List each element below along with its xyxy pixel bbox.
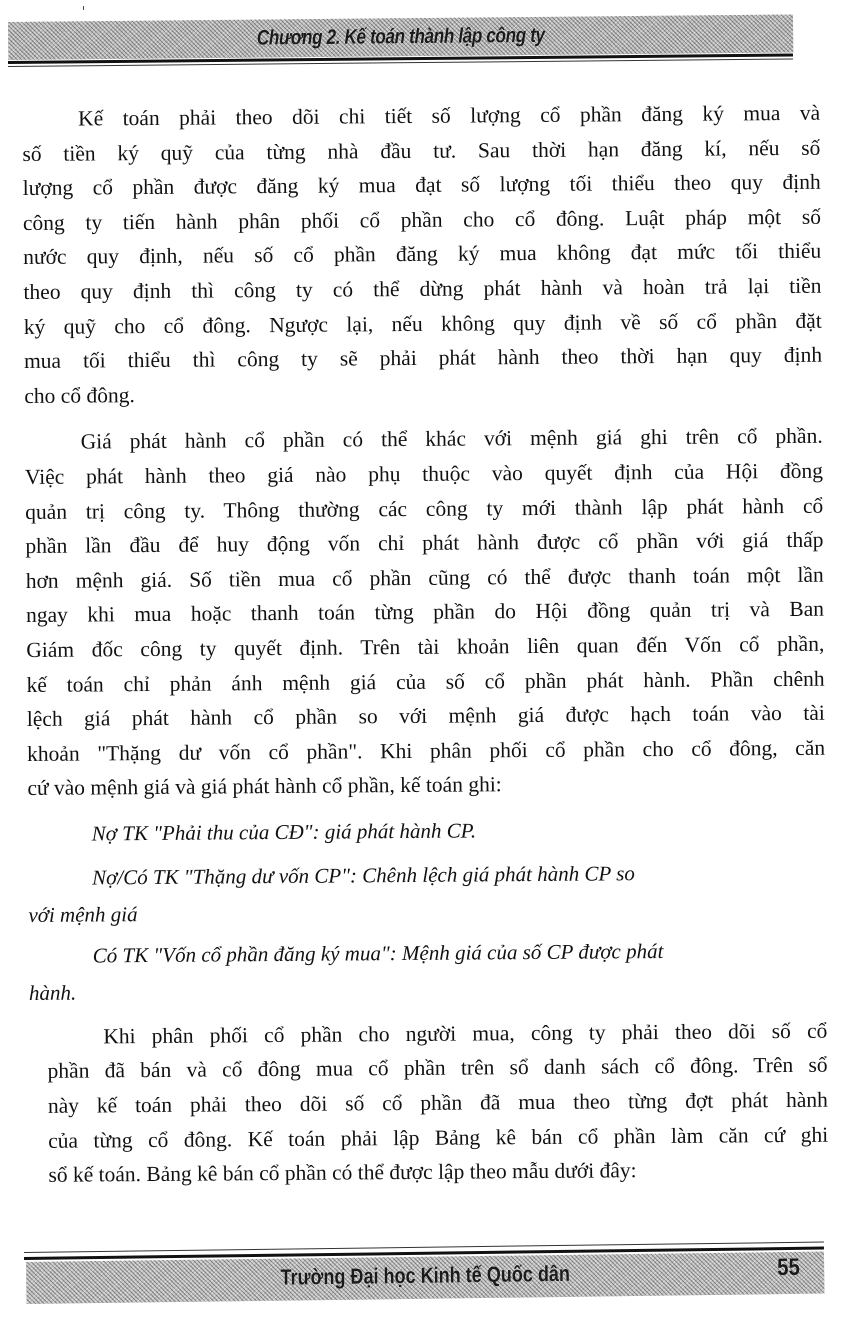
text-line: Giá phát hành cổ phần có thể khác với mệnh giá ghi trên cổ phần. <box>80 424 823 454</box>
footer-institution: Trường Đại học Kinh tế Quốc dân <box>280 1260 571 1290</box>
text-line: phần đã bán và cổ đông mua cổ phần trên sổ danh sách cổ đông. Trên sổ <box>47 1053 828 1084</box>
text-line: cứ vào mệnh giá và giá phát hành cổ phần, kế toán ghi: <box>27 772 502 801</box>
text-line: phần lần đầu để huy động vốn chỉ phát hành được cổ phần với giá thấp <box>25 527 824 559</box>
text-line: theo quy định thì công ty có thể dừng phát hành và hoàn trả lại tiền <box>23 273 822 304</box>
text-line: hơn mệnh giá. Số tiền mua cổ phần cũng có thể được thanh toán một lần <box>25 562 824 593</box>
page-body <box>22 96 829 1193</box>
chapter-title: Chương 2. Kế toán thành lập công ty <box>256 23 545 50</box>
text-line: Khi phân phối cổ phần cho người mua, công ty phải theo dõi số cổ <box>103 1018 828 1049</box>
text-line: này kế toán phải theo dõi số cổ phần đã mua theo từng đợt phát hành <box>47 1087 828 1118</box>
text-line: lệch giá phát hành cổ phần so với mệnh giá được hạch toán vào tài <box>26 700 825 732</box>
paragraph-2 <box>25 419 826 806</box>
text-line: của từng cổ đông. Kế toán phải lập Bảng kê bán cổ phần làm căn cứ ghi <box>48 1122 829 1153</box>
text-line: số tiền ký quỹ của từng nhà đầu tư. Sau thời hạn đăng kí, nếu số <box>22 135 821 166</box>
text-line: cho cổ đông. <box>24 382 135 408</box>
text-line: ký quỹ cho cổ đông. Ngược lại, nếu không quy định về số cổ phần đặt <box>23 308 822 339</box>
text-line: lượng cổ phần được đăng ký mua đạt số lượng tối thiểu theo quy định <box>22 169 821 201</box>
footer-band <box>26 1252 824 1304</box>
journal-entry-credit-capital-cont: hành. <box>28 980 77 1005</box>
scan-speck <box>83 6 84 10</box>
text-line: quản trị công ty. Thông thường các công ty mới thành lập phát hành cổ <box>25 493 824 524</box>
page-number: 55 <box>777 1253 801 1282</box>
text-line: khoản "Thặng dư vốn cổ phần". Khi phân phối cổ phần cho cổ đông, căn <box>27 735 826 766</box>
text-line: Việc phát hành theo giá nào phụ thuộc vào quyết định của Hội đồng <box>24 458 824 489</box>
text-line: kế toán chỉ phản ánh mệnh giá của số cổ phần phát hành. Phần chênh <box>26 666 825 697</box>
text-line: mua tối thiểu thì công ty sẽ phải phát hành theo thời hạn quy định <box>23 342 823 374</box>
text-line: nước quy định, nếu số cổ phần đăng ký mua không đạt mức tối thiểu <box>23 239 822 270</box>
text-line: Giám đốc công ty quyết định. Trên tài khoản liên quan đến Vốn cổ phần, <box>26 631 825 662</box>
text-line: sổ kế toán. Bảng kê bán cổ phần có thể được lập theo mẫu dưới đây: <box>48 1158 637 1188</box>
paragraph-3 <box>29 1014 828 1193</box>
text-line: Kế toán phải theo dõi chi tiết số lượng cổ phần đăng ký mua và <box>78 100 821 131</box>
journal-entry-share-premium-cont: với mệnh giá <box>28 901 138 927</box>
journal-entry-credit-capital: Có TK "Vốn cổ phần đăng ký mua": Mệnh giá của số CP được phát <box>92 938 664 968</box>
paragraph-1 <box>22 96 822 414</box>
text-line: ngay khi mua hoặc thanh toán từng phần do Hội đồng quản trị và Ban <box>25 597 825 628</box>
chapter-header-band <box>8 14 793 60</box>
journal-entry-share-premium: Nợ/Có TK "Thặng dư vốn CP": Chênh lệch giá phát hành CP so <box>91 861 635 890</box>
journal-entry-debit-receivable: Nợ TK "Phải thu của CĐ": giá phát hành CP. <box>91 818 477 846</box>
text-line: công ty tiến hành phân phối cổ phần cho cổ đông. Luật pháp một số <box>22 204 822 235</box>
